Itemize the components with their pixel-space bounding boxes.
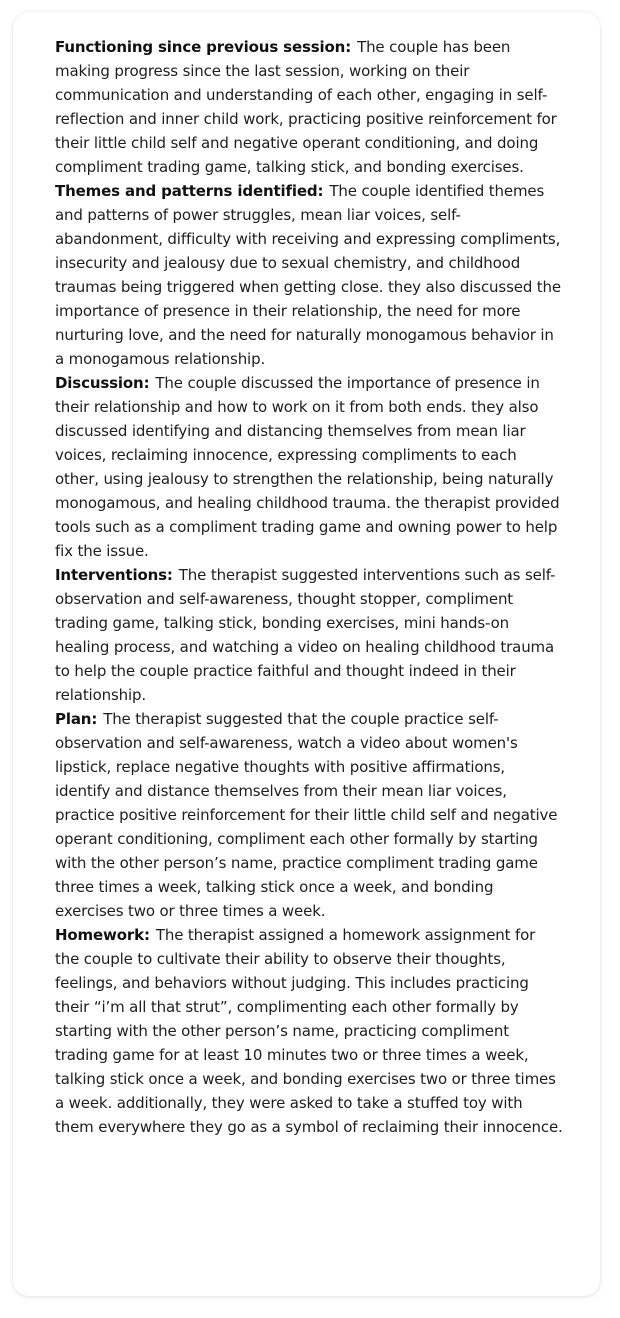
session-notes-card (13, 12, 600, 1296)
section-themes (55, 179, 563, 371)
section-discussion (55, 371, 563, 563)
session-notes-content (55, 35, 563, 1139)
section-interventions (55, 563, 563, 707)
section-text: The therapist assigned a homework assignment for the couple to cultivate their ability to observe their thoughts, feelings, and behaviors without judging. This includes practicing their “i’m all that strut”, complimenting each other formally by starting with the other person’s name, practicing compliment trading game for at least 10 minutes two or three times a week, talking stick once a week, and bonding exercises two or three times a week. additionally, they were asked to take a stuffed toy with them everywhere they go as a symbol of reclaiming their innocence. (55, 926, 563, 1136)
section-text: The therapist suggested that the couple practice self-observation and self-awareness, watch a video about women's lipstick, replace negative thoughts with positive affirmations, identify and distance themselves from their mean liar voices, practice positive reinforcement for their little child self and negative operant conditioning, compliment each other formally by starting with the other person’s name, practice compliment trading game three times a week, talking stick once a week, and bonding exercises two or three times a week. (55, 710, 558, 920)
section-heading: Discussion: (55, 374, 150, 392)
section-functioning (55, 35, 563, 179)
section-text: The therapist suggested interventions such as self-observation and self-awareness, thought stopper, compliment trading game, talking stick, bonding exercises, mini hands-on healing process, and watching a video on healing childhood trauma to help the couple practice faithful and thought indeed in their relationship. (55, 566, 556, 704)
section-heading: Homework: (55, 926, 150, 944)
section-plan (55, 707, 563, 923)
section-text: The couple identified themes and patterns of power struggles, mean liar voices, self-abandonment, difficulty with receiving and expressing compliments, insecurity and jealousy due to sexual chemistry, and childhood traumas being triggered when getting close. they also discussed the importance of presence in their relationship, the need for more nurturing love, and the need for naturally monogamous behavior in a monogamous relationship. (55, 182, 561, 368)
section-heading: Interventions: (55, 566, 173, 584)
section-homework (55, 923, 563, 1139)
section-heading: Themes and patterns identified: (55, 182, 324, 200)
section-heading: Plan: (55, 710, 98, 728)
section-text: The couple has been making progress since the last session, working on their communication and understanding of each other, engaging in self-reflection and inner child work, practicing positive reinforcement for their little child self and negative operant conditioning, and doing compliment trading game, talking stick, and bonding exercises. (55, 38, 557, 176)
section-heading: Functioning since previous session: (55, 38, 352, 56)
section-text: The couple discussed the importance of presence in their relationship and how to work on it from both ends. they also discussed identifying and distancing themselves from mean liar voices, reclaiming innocence, expressing compliments to each other, using jealousy to strengthen the relationship, being naturally monogamous, and healing childhood trauma. the therapist provided tools such as a compliment trading game and owning power to help fix the issue. (55, 374, 560, 560)
